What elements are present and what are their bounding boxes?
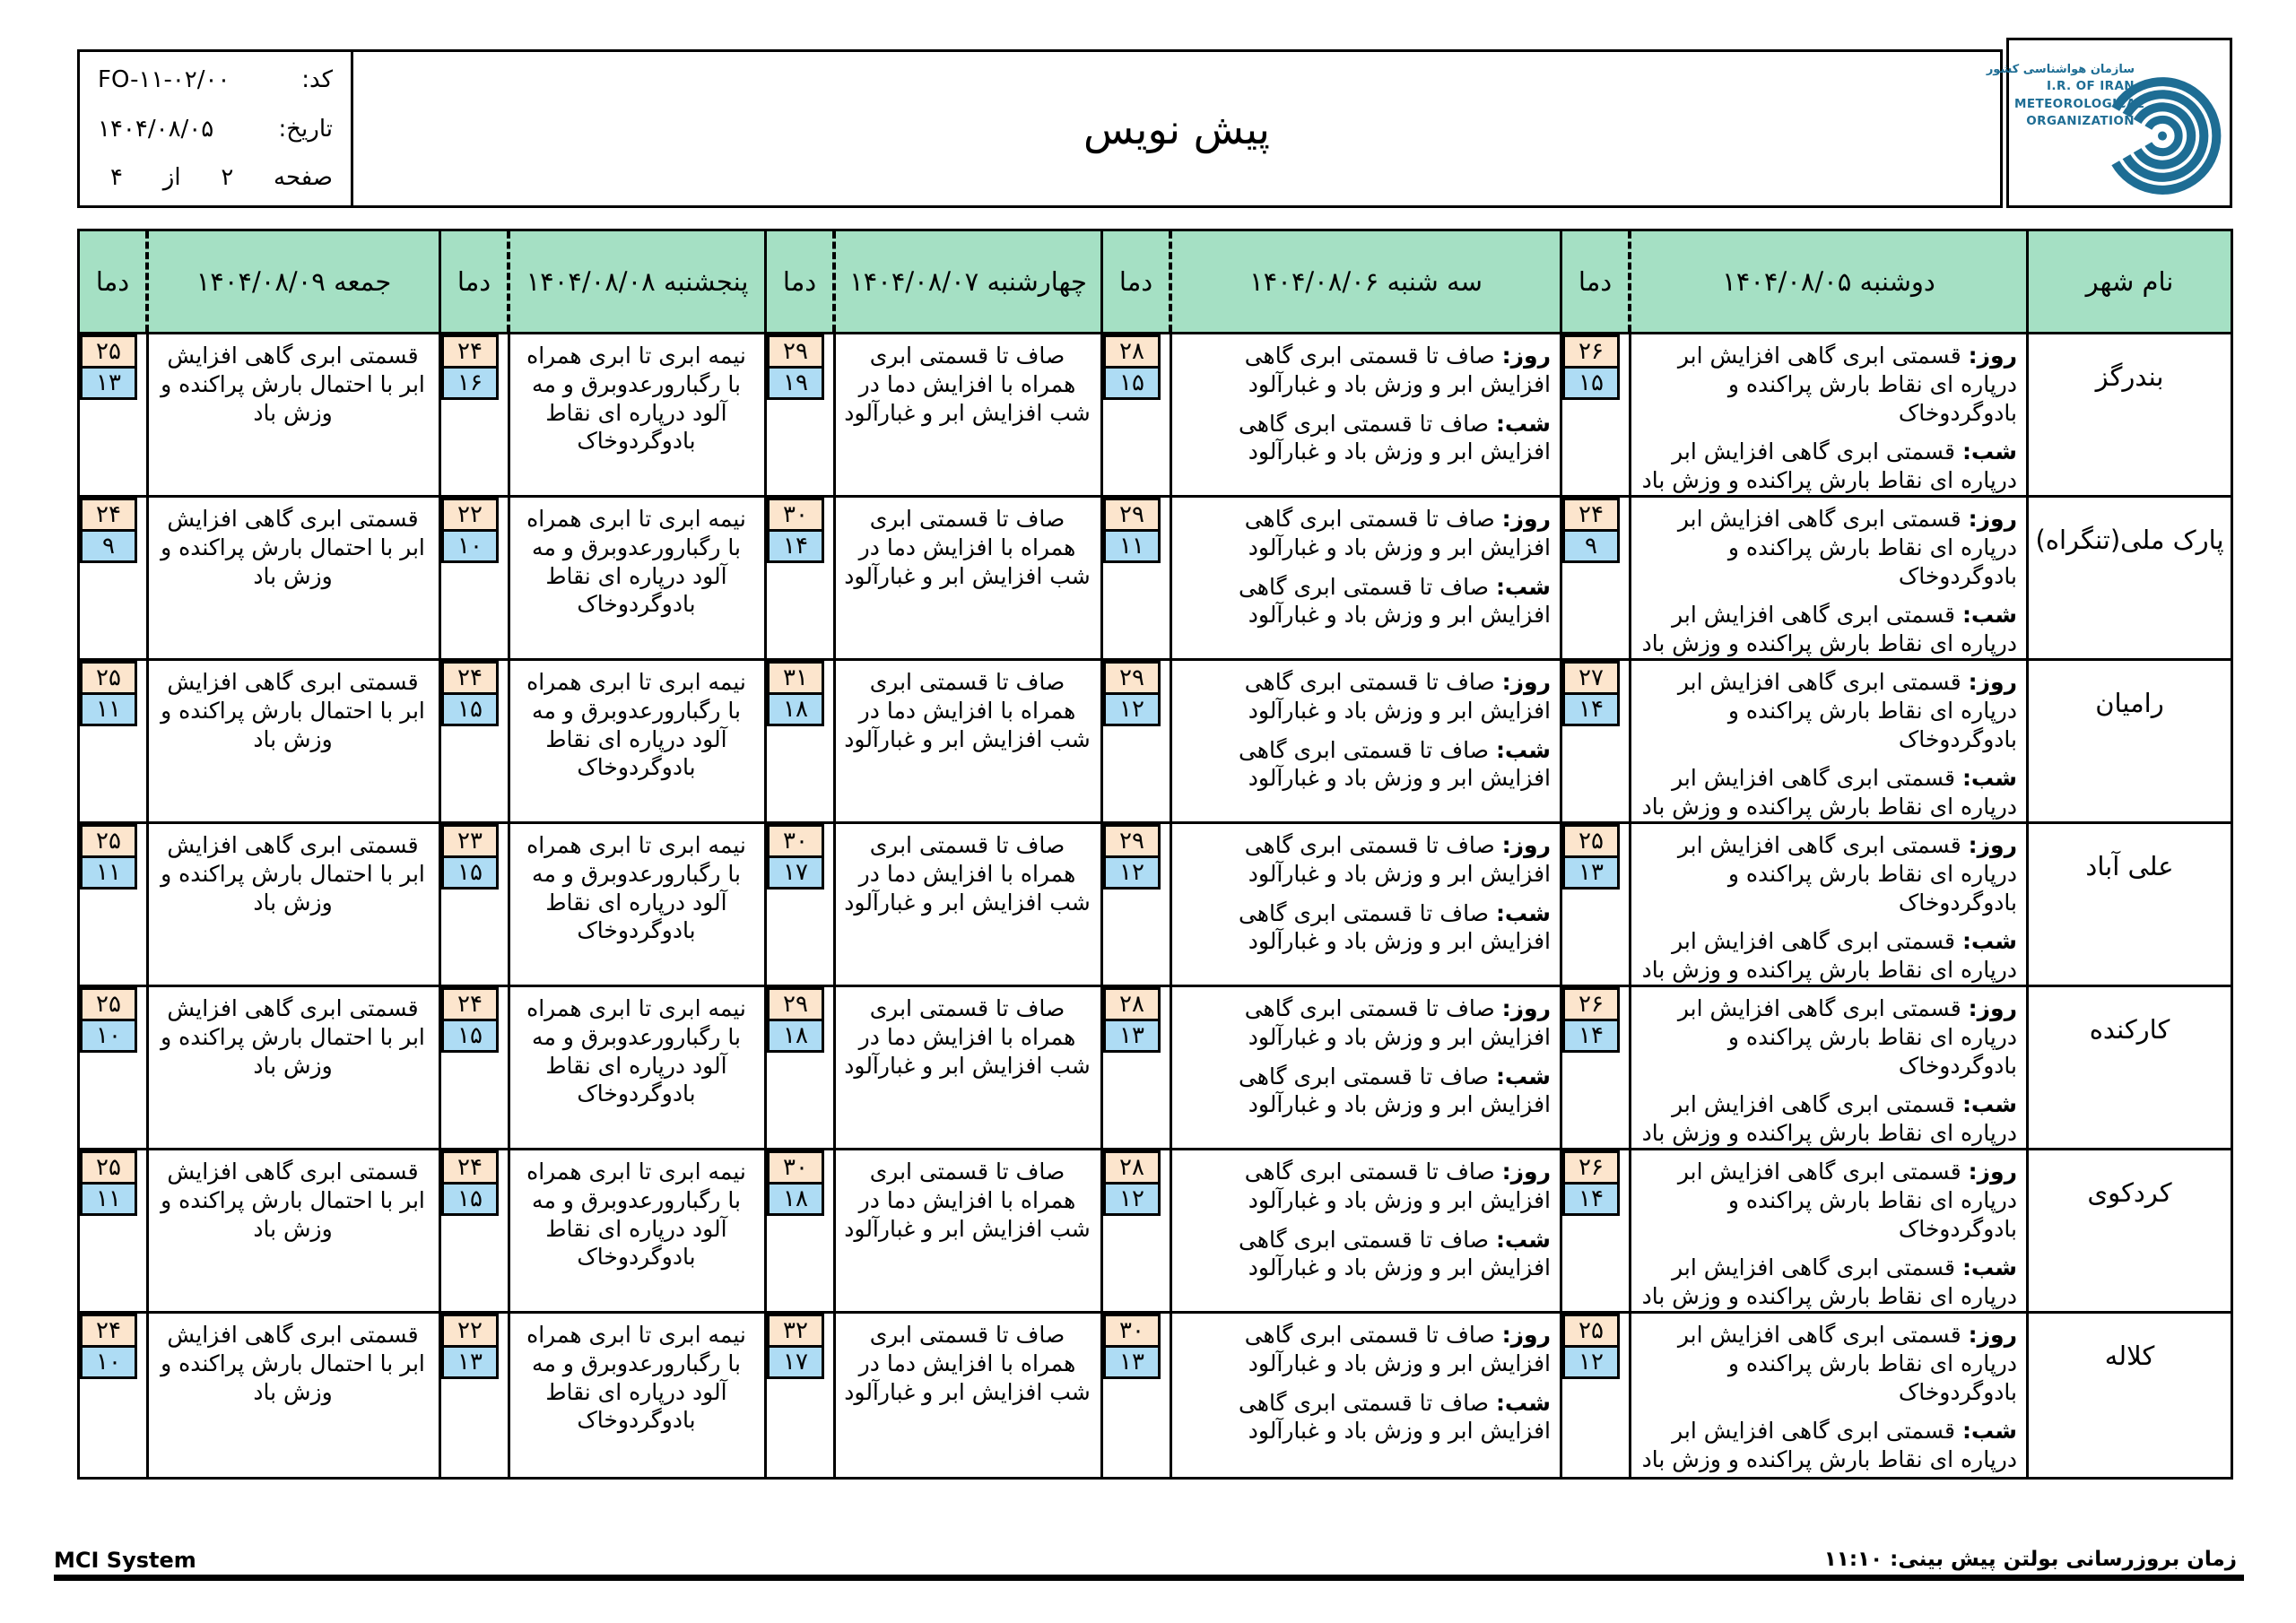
- city-cell: بندرگز: [2095, 361, 2164, 392]
- forecast-text: صاف تا قسمتی ابری گاهی افزایش ابر و وزش باد و غبارآلود: [1238, 899, 1551, 955]
- day-label: روز:: [1501, 1322, 1551, 1348]
- night-forecast: [1179, 1226, 1551, 1283]
- max-temp: ۲۸: [1103, 334, 1161, 369]
- forecast-text: قسمتی ابری گاهی افزایش ابر با احتمال بارش پراکنده و وزش باد: [161, 1159, 425, 1242]
- max-temp: ۲۵: [80, 334, 137, 369]
- page-number-line: [98, 164, 333, 191]
- max-temp: ۳۲: [767, 1314, 824, 1348]
- day-label: روز:: [1501, 343, 1551, 369]
- night-forecast: [1179, 1063, 1551, 1120]
- night-label: شب:: [1495, 573, 1551, 600]
- forecast-text: قسمتی ابری گاهی افزایش ابر درپاره ای نقاط بارش پراکنده و بادوگردوخاک: [1677, 343, 2017, 426]
- min-temp: ۱۵: [1562, 366, 1620, 400]
- max-temp: ۲۲: [441, 498, 499, 532]
- max-temp: ۲۸: [1103, 1150, 1161, 1185]
- max-temp: ۲۹: [1103, 824, 1161, 858]
- max-temp: ۲۴: [80, 1314, 137, 1348]
- wednesday-forecast-cell: [836, 661, 1103, 821]
- logo-box: [1986, 38, 2232, 208]
- night-forecast: [1639, 764, 2017, 821]
- thursday-forecast-cell: [510, 498, 767, 658]
- forecast-text: صاف تا قسمتی ابری گاهی افزایش ابر و وزش باد و غبارآلود: [1238, 1389, 1551, 1445]
- table-header-row: [80, 231, 2231, 334]
- forecast-text: صاف تا قسمتی ابری گاهی افزایش ابر و وزش باد و غبارآلود: [1244, 1159, 1551, 1213]
- forecast-text: صاف تا قسمتی ابری همراه با افزایش دما در شب افزایش ابر و غبارآلود: [844, 506, 1091, 589]
- logo-persian-name: سازمان هواشناسی کشور: [1986, 63, 2135, 76]
- day-label: روز:: [1968, 343, 2017, 369]
- forecast-text: صاف تا قسمتی ابری گاهی افزایش ابر و وزش باد و غبارآلود: [1244, 669, 1551, 724]
- city-cell: پارک ملی(تنگراه): [2035, 525, 2224, 555]
- day-forecast: [1639, 668, 2017, 753]
- forecast-text: قسمتی ابری گاهی افزایش ابر درپاره ای نقاط بارش پراکنده و وزش باد: [1641, 928, 2017, 983]
- header-box: [77, 49, 2003, 208]
- meteorological-spiral-icon: [2092, 56, 2228, 205]
- city-cell: کردکوی: [2087, 1177, 2172, 1208]
- min-temp: ۱۸: [767, 692, 824, 726]
- night-label: شب:: [1961, 765, 2017, 792]
- thursday-temp-cell: [441, 334, 510, 495]
- day-forecast: [1639, 342, 2017, 427]
- night-forecast: [1639, 1090, 2017, 1148]
- forecast-text: قسمتی ابری گاهی افزایش ابر درپاره ای نقاط بارش پراکنده و وزش باد: [1641, 765, 2017, 820]
- tuesday-forecast-cell: [1172, 824, 1562, 985]
- forecast-text: قسمتی ابری گاهی افزایش ابر با احتمال بارش پراکنده و وزش باد: [161, 1322, 425, 1405]
- day-label: روز:: [1968, 506, 2017, 532]
- friday-temp-cell: [80, 987, 149, 1148]
- max-temp: ۲۴: [441, 661, 499, 695]
- min-temp: ۱۴: [767, 529, 824, 563]
- day-forecast: [1179, 342, 1551, 399]
- tuesday-forecast-cell: [1172, 661, 1562, 821]
- city-cell: کارکنده: [2089, 1014, 2170, 1045]
- forecast-text: قسمتی ابری گاهی افزایش ابر با احتمال بارش پراکنده و وزش باد: [161, 669, 425, 752]
- friday-forecast-cell: [149, 1314, 441, 1477]
- night-label: شب:: [1961, 438, 2017, 465]
- day-forecast: [1639, 994, 2017, 1080]
- max-temp: ۲۷: [1562, 661, 1620, 695]
- monday-temp-cell: [1562, 661, 1631, 821]
- night-forecast: [1179, 1389, 1551, 1446]
- min-temp: ۱۶: [441, 366, 499, 400]
- forecast-text: قسمتی ابری گاهی افزایش ابر با احتمال بارش پراکنده و وزش باد: [161, 343, 425, 426]
- footer-divider: [54, 1575, 2244, 1581]
- max-temp: ۲۴: [80, 498, 137, 532]
- night-forecast: [1179, 573, 1551, 630]
- thursday-temp-cell: [441, 661, 510, 821]
- max-temp: ۲۹: [767, 334, 824, 369]
- forecast-text: قسمتی ابری گاهی افزایش ابر درپاره ای نقاط بارش پراکنده و بادوگردوخاک: [1677, 832, 2017, 916]
- forecast-text: قسمتی ابری گاهی افزایش ابر با احتمال بارش پراکنده و وزش باد: [161, 995, 425, 1079]
- night-label: شب:: [1961, 1418, 2017, 1445]
- page-number: ۲: [221, 164, 234, 191]
- min-temp: ۱۹: [767, 366, 824, 400]
- table-row: [80, 824, 2231, 987]
- forecast-text: صاف تا قسمتی ابری گاهی افزایش ابر و وزش باد و غبارآلود: [1244, 832, 1551, 887]
- thursday-forecast-cell: [510, 824, 767, 985]
- forecast-text: قسمتی ابری گاهی افزایش ابر درپاره ای نقاط بارش پراکنده و بادوگردوخاک: [1677, 1159, 2017, 1242]
- min-temp: ۱۵: [441, 692, 499, 726]
- monday-forecast-cell: [1631, 661, 2029, 821]
- forecast-table: [77, 229, 2233, 1480]
- max-temp: ۲۸: [1103, 987, 1161, 1021]
- monday-temp-header: دما: [1562, 231, 1631, 332]
- wednesday-forecast-cell: [836, 498, 1103, 658]
- monday-forecast-cell: [1631, 334, 2029, 495]
- forecast-text: صاف تا قسمتی ابری همراه با افزایش دما در شب افزایش ابر و غبارآلود: [844, 995, 1091, 1079]
- code-label: کد:: [301, 66, 333, 93]
- monday-temp-cell: [1562, 987, 1631, 1148]
- night-label: شب:: [1495, 1226, 1551, 1253]
- min-temp: ۱۴: [1562, 692, 1620, 726]
- night-forecast: [1179, 899, 1551, 957]
- friday-temp-cell: [80, 498, 149, 658]
- city-cell: علی آباد: [2085, 851, 2174, 881]
- monday-forecast-cell: [1631, 824, 2029, 985]
- night-label: شب:: [1495, 899, 1551, 926]
- monday-temp-cell: [1562, 334, 1631, 495]
- max-temp: ۲۵: [80, 824, 137, 858]
- max-temp: ۲۶: [1562, 987, 1620, 1021]
- table-row: [80, 1314, 2231, 1477]
- forecast-text: صاف تا قسمتی ابری گاهی افزایش ابر و وزش باد و غبارآلود: [1244, 343, 1551, 397]
- forecast-text: نیمه ابری تا ابری همراه با رگبارورعدوبرق و مه آلود درپاره ای نقاط بادوگردوخاک: [526, 832, 746, 944]
- day-forecast: [1179, 831, 1551, 889]
- wednesday-forecast-cell: [836, 1314, 1103, 1477]
- tuesday-forecast-cell: [1172, 1150, 1562, 1311]
- date-line: [98, 116, 333, 143]
- friday-temp-cell: [80, 661, 149, 821]
- max-temp: ۲۹: [767, 987, 824, 1021]
- thursday-temp-cell: [441, 824, 510, 985]
- min-temp: ۱۰: [441, 529, 499, 563]
- wednesday-forecast-cell: [836, 824, 1103, 985]
- monday-forecast-cell: [1631, 987, 2029, 1148]
- forecast-text: صاف تا قسمتی ابری گاهی افزایش ابر و وزش باد و غبارآلود: [1238, 1063, 1551, 1118]
- forecast-text: قسمتی ابری گاهی افزایش ابر درپاره ای نقاط بارش پراکنده و بادوگردوخاک: [1677, 506, 2017, 589]
- forecast-text: قسمتی ابری گاهی افزایش ابر درپاره ای نقاط بارش پراکنده و وزش باد: [1641, 1254, 2017, 1309]
- max-temp: ۲۵: [1562, 1314, 1620, 1348]
- max-temp: ۲۴: [441, 1150, 499, 1185]
- min-temp: ۱۳: [80, 366, 137, 400]
- day-forecast: [1639, 831, 2017, 916]
- forecast-text: صاف تا قسمتی ابری همراه با افزایش دما در شب افزایش ابر و غبارآلود: [844, 1159, 1091, 1242]
- min-temp: ۱۵: [441, 855, 499, 890]
- wednesday-forecast-cell: [836, 987, 1103, 1148]
- min-temp: ۱۲: [1103, 692, 1161, 726]
- thursday-forecast-cell: [510, 334, 767, 495]
- date-value: ۱۴۰۴/۰۸/۰۵: [98, 115, 214, 143]
- logo-english-line: I.R. OF IRAN: [2047, 79, 2135, 94]
- wednesday-temp-cell: [767, 1150, 836, 1311]
- min-temp: ۱۱: [80, 692, 137, 726]
- max-temp: ۲۴: [441, 334, 499, 369]
- forecast-text: صاف تا قسمتی ابری گاهی افزایش ابر و وزش باد و غبارآلود: [1244, 506, 1551, 560]
- forecast-text: صاف تا قسمتی ابری همراه با افزایش دما در شب افزایش ابر و غبارآلود: [844, 832, 1091, 916]
- min-temp: ۱۳: [1103, 1019, 1161, 1053]
- max-temp: ۲۹: [1103, 498, 1161, 532]
- night-forecast: [1179, 410, 1551, 467]
- day-label: روز:: [1501, 506, 1551, 532]
- tuesday-temp-cell: [1103, 824, 1172, 985]
- monday-forecast-cell: [1631, 498, 2029, 658]
- min-temp: ۱۳: [441, 1345, 499, 1379]
- forecast-text: صاف تا قسمتی ابری گاهی افزایش ابر و وزش باد و غبارآلود: [1238, 573, 1551, 629]
- night-forecast: [1179, 736, 1551, 794]
- day-forecast: [1639, 1321, 2017, 1406]
- logo-english-line: METEOROLOGICAL: [2014, 96, 2144, 111]
- min-temp: ۱۷: [767, 855, 824, 890]
- max-temp: ۳۰: [767, 498, 824, 532]
- day-label: روز:: [1968, 1159, 2017, 1185]
- tuesday-header: سه شنبه ۱۴۰۴/۰۸/۰۶: [1172, 231, 1562, 332]
- wednesday-temp-cell: [767, 987, 836, 1148]
- monday-temp-cell: [1562, 824, 1631, 985]
- max-temp: ۳۰: [1103, 1314, 1161, 1348]
- friday-forecast-cell: [149, 661, 441, 821]
- monday-forecast-cell: [1631, 1314, 2029, 1477]
- day-label: روز:: [1968, 669, 2017, 695]
- wednesday-forecast-cell: [836, 1150, 1103, 1311]
- of-word: از: [162, 164, 181, 191]
- day-forecast: [1639, 1158, 2017, 1243]
- night-label: شب:: [1495, 1063, 1551, 1089]
- forecast-text: قسمتی ابری گاهی افزایش ابر درپاره ای نقاط بارش پراکنده و وزش باد: [1641, 1091, 2017, 1146]
- forecast-text: صاف تا قسمتی ابری گاهی افزایش ابر و وزش باد و غبارآلود: [1244, 1322, 1551, 1376]
- tuesday-temp-cell: [1103, 661, 1172, 821]
- friday-temp-header: دما: [80, 231, 149, 332]
- friday-header: جمعه ۱۴۰۴/۰۸/۰۹: [149, 231, 441, 332]
- day-label: روز:: [1968, 1322, 2017, 1348]
- code-value: FO-۱۱-۰۲/۰۰: [98, 66, 230, 93]
- day-label: روز:: [1501, 995, 1551, 1021]
- friday-temp-cell: [80, 334, 149, 495]
- tuesday-forecast-cell: [1172, 334, 1562, 495]
- min-temp: ۱۱: [80, 1182, 137, 1216]
- forecast-text: نیمه ابری تا ابری همراه با رگبارورعدوبرق و مه آلود درپاره ای نقاط بادوگردوخاک: [526, 1322, 746, 1434]
- forecast-text: قسمتی ابری گاهی افزایش ابر درپاره ای نقاط بارش پراکنده و بادوگردوخاک: [1677, 1322, 2017, 1405]
- tuesday-temp-cell: [1103, 987, 1172, 1148]
- footer-system-label: MCI System: [54, 1548, 196, 1573]
- forecast-text: قسمتی ابری گاهی افزایش ابر درپاره ای نقاط بارش پراکنده و وزش باد: [1641, 602, 2017, 656]
- day-forecast: [1179, 668, 1551, 725]
- day-label: روز:: [1501, 832, 1551, 858]
- forecast-text: نیمه ابری تا ابری همراه با رگبارورعدوبرق و مه آلود درپاره ای نقاط بادوگردوخاک: [526, 995, 746, 1107]
- wednesday-temp-cell: [767, 824, 836, 985]
- min-temp: ۱۴: [1562, 1019, 1620, 1053]
- friday-forecast-cell: [149, 1150, 441, 1311]
- forecast-text: نیمه ابری تا ابری همراه با رگبارورعدوبرق و مه آلود درپاره ای نقاط بادوگردوخاک: [526, 669, 746, 781]
- forecast-text: نیمه ابری تا ابری همراه با رگبارورعدوبرق و مه آلود درپاره ای نقاط بادوگردوخاک: [526, 343, 746, 455]
- min-temp: ۹: [1562, 529, 1620, 563]
- page-total: ۴: [110, 164, 123, 191]
- table-row: [80, 498, 2231, 661]
- max-temp: ۲۴: [441, 987, 499, 1021]
- min-temp: ۱۱: [1103, 529, 1161, 563]
- night-forecast: [1639, 1254, 2017, 1311]
- wednesday-temp-cell: [767, 1314, 836, 1477]
- min-temp: ۱۲: [1562, 1345, 1620, 1379]
- day-forecast: [1179, 505, 1551, 562]
- code-line: [98, 66, 333, 93]
- forecast-text: قسمتی ابری گاهی افزایش ابر با احتمال بارش پراکنده و وزش باد: [161, 832, 425, 916]
- logo-english-line: ORGANIZATION: [2026, 113, 2135, 128]
- friday-temp-cell: [80, 1150, 149, 1311]
- night-forecast: [1639, 1417, 2017, 1474]
- max-temp: ۳۰: [767, 1150, 824, 1185]
- thursday-temp-cell: [441, 987, 510, 1148]
- max-temp: ۲۹: [1103, 661, 1161, 695]
- friday-forecast-cell: [149, 824, 441, 985]
- tuesday-temp-cell: [1103, 334, 1172, 495]
- day-forecast: [1639, 505, 2017, 590]
- tuesday-forecast-cell: [1172, 498, 1562, 658]
- max-temp: ۲۲: [441, 1314, 499, 1348]
- day-forecast: [1179, 1158, 1551, 1215]
- thursday-forecast-cell: [510, 661, 767, 821]
- min-temp: ۱۲: [1103, 1182, 1161, 1216]
- night-label: شب:: [1961, 602, 2017, 629]
- min-temp: ۱۸: [767, 1182, 824, 1216]
- friday-temp-cell: [80, 1314, 149, 1477]
- tuesday-temp-cell: [1103, 1150, 1172, 1311]
- thursday-temp-cell: [441, 1314, 510, 1477]
- min-temp: ۱۴: [1562, 1182, 1620, 1216]
- day-label: روز:: [1968, 832, 2017, 858]
- thursday-forecast-cell: [510, 987, 767, 1148]
- night-forecast: [1639, 927, 2017, 985]
- min-temp: ۹: [80, 529, 137, 563]
- page-word: صفحه: [274, 164, 333, 191]
- forecast-text: صاف تا قسمتی ابری گاهی افزایش ابر و وزش باد و غبارآلود: [1238, 736, 1551, 792]
- forecast-text: نیمه ابری تا ابری همراه با رگبارورعدوبرق و مه آلود درپاره ای نقاط بادوگردوخاک: [526, 1159, 746, 1271]
- tuesday-temp-header: دما: [1103, 231, 1172, 332]
- monday-temp-cell: [1562, 498, 1631, 658]
- min-temp: ۱۵: [441, 1182, 499, 1216]
- city-header: نام شهر: [2029, 231, 2231, 332]
- friday-forecast-cell: [149, 334, 441, 495]
- min-temp: ۱۳: [1103, 1345, 1161, 1379]
- min-temp: ۱۸: [767, 1019, 824, 1053]
- night-forecast: [1639, 438, 2017, 495]
- forecast-text: قسمتی ابری گاهی افزایش ابر درپاره ای نقاط بارش پراکنده و بادوگردوخاک: [1677, 669, 2017, 752]
- thursday-temp-header: دما: [441, 231, 510, 332]
- max-temp: ۲۵: [80, 987, 137, 1021]
- forecast-text: صاف تا قسمتی ابری گاهی افزایش ابر و وزش باد و غبارآلود: [1238, 410, 1551, 465]
- forecast-text: صاف تا قسمتی ابری گاهی افزایش ابر و وزش باد و غبارآلود: [1238, 1226, 1551, 1281]
- friday-forecast-cell: [149, 498, 441, 658]
- night-label: شب:: [1961, 928, 2017, 955]
- tuesday-forecast-cell: [1172, 1314, 1562, 1477]
- max-temp: ۲۳: [441, 824, 499, 858]
- table-row: [80, 661, 2231, 824]
- night-label: شب:: [1961, 1254, 2017, 1281]
- forecast-text: صاف تا قسمتی ابری همراه با افزایش دما در شب افزایش ابر و غبارآلود: [844, 669, 1091, 752]
- forecast-text: صاف تا قسمتی ابری گاهی افزایش ابر و وزش باد و غبارآلود: [1244, 995, 1551, 1050]
- tuesday-temp-cell: [1103, 498, 1172, 658]
- thursday-forecast-cell: [510, 1314, 767, 1477]
- max-temp: ۲۵: [80, 661, 137, 695]
- date-label: تاریخ:: [278, 115, 333, 143]
- day-label: روز:: [1501, 669, 1551, 695]
- min-temp: ۱۰: [80, 1345, 137, 1379]
- max-temp: ۲۴: [1562, 498, 1620, 532]
- thursday-header: پنجشنبه ۱۴۰۴/۰۸/۰۸: [510, 231, 767, 332]
- night-label: شب:: [1495, 1389, 1551, 1416]
- max-temp: ۲۶: [1562, 334, 1620, 369]
- forecast-text: نیمه ابری تا ابری همراه با رگبارورعدوبرق و مه آلود درپاره ای نقاط بادوگردوخاک: [526, 506, 746, 618]
- thursday-temp-cell: [441, 498, 510, 658]
- friday-temp-cell: [80, 824, 149, 985]
- page-title: پیش نویس: [1083, 104, 1270, 153]
- day-label: روز:: [1501, 1159, 1551, 1185]
- wednesday-forecast-cell: [836, 334, 1103, 495]
- night-label: شب:: [1961, 1091, 2017, 1118]
- day-forecast: [1179, 994, 1551, 1052]
- tuesday-temp-cell: [1103, 1314, 1172, 1477]
- night-label: شب:: [1495, 410, 1551, 437]
- forecast-text: صاف تا قسمتی ابری همراه با افزایش دما در شب افزایش ابر و غبارآلود: [844, 1322, 1091, 1405]
- wednesday-temp-cell: [767, 661, 836, 821]
- table-row: [80, 987, 2231, 1150]
- wednesday-temp-cell: [767, 498, 836, 658]
- forecast-text: قسمتی ابری گاهی افزایش ابر با احتمال بارش پراکنده و وزش باد: [161, 506, 425, 589]
- max-temp: ۲۵: [80, 1150, 137, 1185]
- min-temp: ۱۷: [767, 1345, 824, 1379]
- min-temp: ۱۳: [1562, 855, 1620, 890]
- city-cell: کلاله: [2104, 1341, 2155, 1371]
- thursday-temp-cell: [441, 1150, 510, 1311]
- friday-forecast-cell: [149, 987, 441, 1148]
- night-label: شب:: [1495, 736, 1551, 763]
- forecast-text: قسمتی ابری گاهی افزایش ابر درپاره ای نقاط بارش پراکنده و بادوگردوخاک: [1677, 995, 2017, 1079]
- monday-temp-cell: [1562, 1314, 1631, 1477]
- night-forecast: [1639, 601, 2017, 658]
- max-temp: ۲۶: [1562, 1150, 1620, 1185]
- forecast-text: قسمتی ابری گاهی افزایش ابر درپاره ای نقاط بارش پراکنده و وزش باد: [1641, 438, 2017, 493]
- monday-header: دوشنبه ۱۴۰۴/۰۸/۰۵: [1631, 231, 2029, 332]
- table-row: [80, 1150, 2231, 1314]
- day-forecast: [1179, 1321, 1551, 1378]
- wednesday-temp-cell: [767, 334, 836, 495]
- min-temp: ۱۱: [80, 855, 137, 890]
- city-cell: رامیان: [2095, 688, 2164, 718]
- min-temp: ۱۲: [1103, 855, 1161, 890]
- forecast-text: صاف تا قسمتی ابری همراه با افزایش دما در شب افزایش ابر و غبارآلود: [844, 343, 1091, 426]
- document-info-box: [80, 52, 353, 205]
- min-temp: ۱۵: [441, 1019, 499, 1053]
- monday-temp-cell: [1562, 1150, 1631, 1311]
- table-row: [80, 334, 2231, 498]
- monday-forecast-cell: [1631, 1150, 2029, 1311]
- max-temp: ۲۵: [1562, 824, 1620, 858]
- thursday-forecast-cell: [510, 1150, 767, 1311]
- footer-update-time: زمان بروزرسانی بولتن پیش بینی: ۱۱:۱۰: [1823, 1548, 2237, 1571]
- max-temp: ۳۰: [767, 824, 824, 858]
- tuesday-forecast-cell: [1172, 987, 1562, 1148]
- max-temp: ۳۱: [767, 661, 824, 695]
- forecast-text: قسمتی ابری گاهی افزایش ابر درپاره ای نقاط بارش پراکنده و وزش باد: [1641, 1418, 2017, 1472]
- wednesday-temp-header: دما: [767, 231, 836, 332]
- wednesday-header: چهارشنبه ۱۴۰۴/۰۸/۰۷: [836, 231, 1103, 332]
- min-temp: ۱۵: [1103, 366, 1161, 400]
- min-temp: ۱۰: [80, 1019, 137, 1053]
- day-label: روز:: [1968, 995, 2017, 1021]
